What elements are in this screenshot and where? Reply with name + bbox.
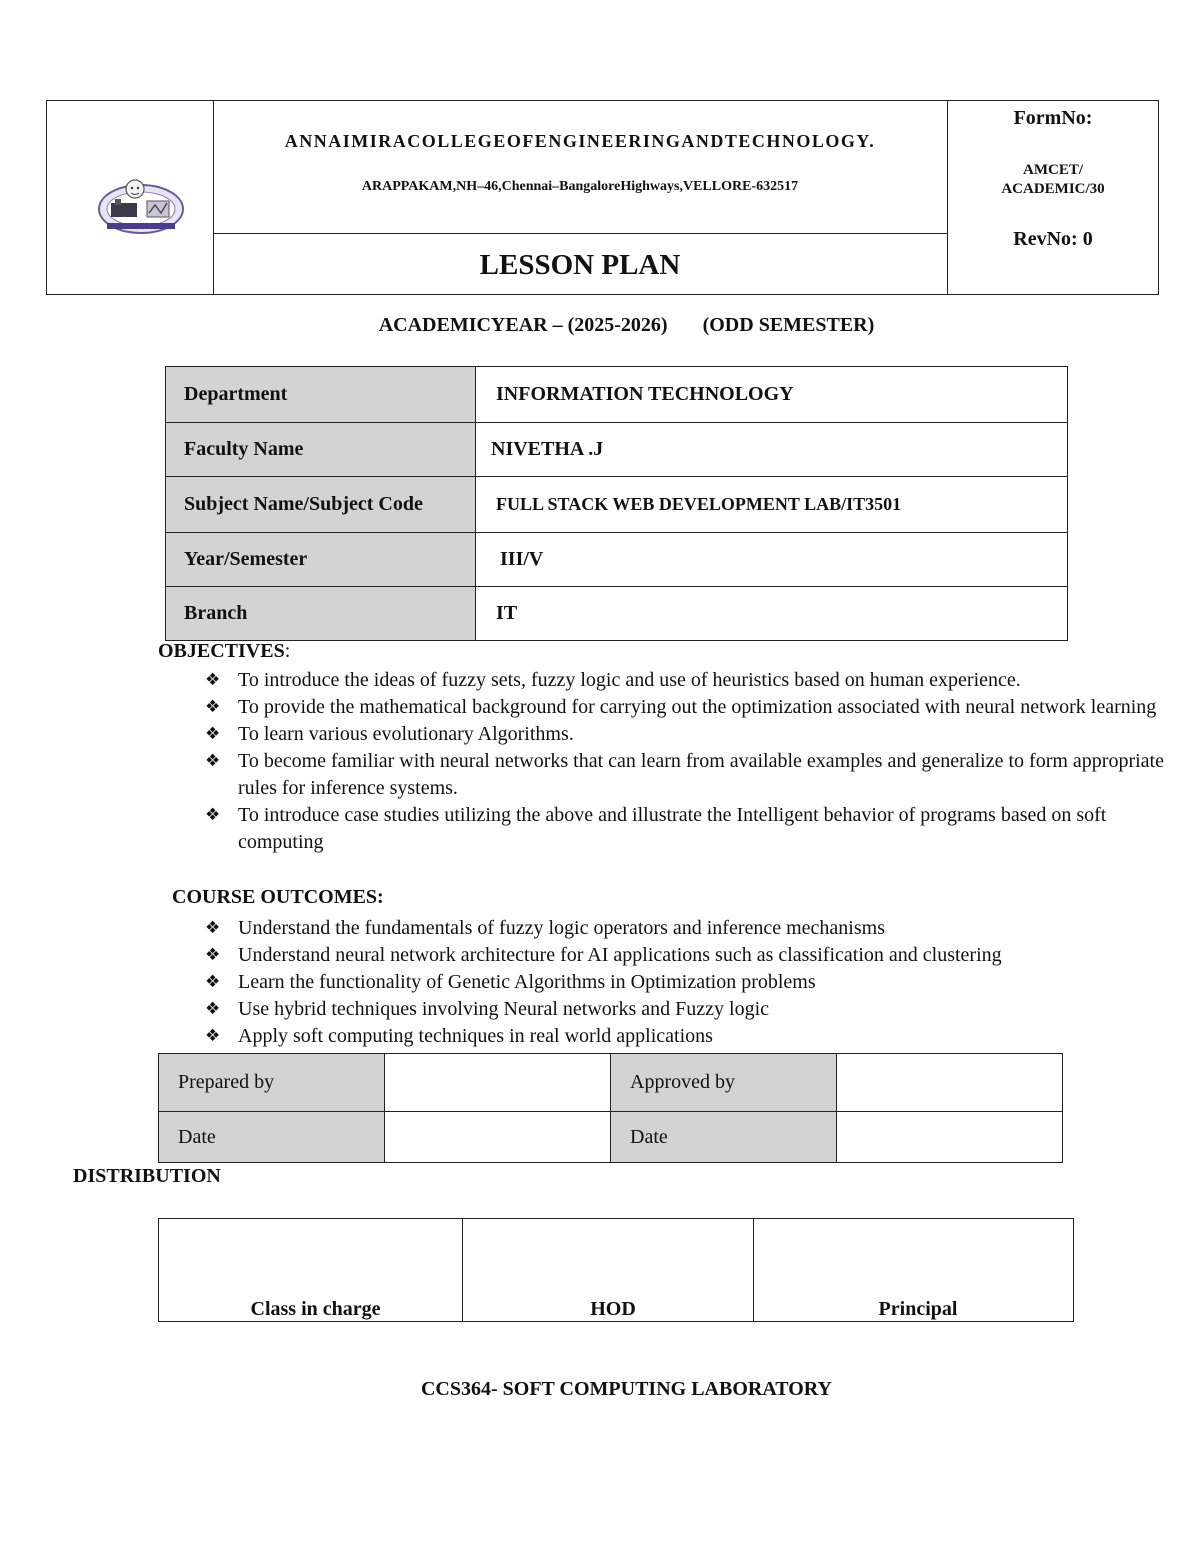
table-row <box>166 367 1068 423</box>
outcome-text: Apply soft computing techniques in real world applications <box>238 1025 713 1047</box>
table-row <box>166 587 1068 641</box>
prepared-by-label: Prepared by <box>159 1054 385 1112</box>
bullet-diamond-icon: ❖ <box>205 972 221 992</box>
form-code-line: AMCET/ <box>1023 162 1083 178</box>
college-logo-icon <box>95 173 187 239</box>
list-item <box>205 721 1180 748</box>
list-item <box>205 694 1180 721</box>
table-row <box>159 1054 1063 1112</box>
distribution-table <box>158 1218 1074 1322</box>
header-table <box>46 100 1159 295</box>
bullet-diamond-icon: ❖ <box>205 999 221 1019</box>
approval-table <box>158 1053 1063 1163</box>
objective-text: To introduce the ideas of fuzzy sets, fuzzy logic and use of heuristics based on human experience. <box>238 669 1021 691</box>
distribution-heading: DISTRIBUTION <box>73 1165 221 1187</box>
info-value: III/V <box>476 533 1068 587</box>
outcome-text: Use hybrid techniques involving Neural networks and Fuzzy logic <box>238 998 769 1020</box>
list-item <box>205 667 1180 694</box>
info-key: Department <box>166 367 476 423</box>
course-info-table <box>165 366 1068 641</box>
course-outcomes-heading: COURSE OUTCOMES: <box>172 886 384 908</box>
course-outcomes-list <box>205 915 1180 1050</box>
info-key: Year/Semester <box>166 533 476 587</box>
objective-text: To introduce case studies utilizing the above and illustrate the Intelligent behavior of programs based on soft computing <box>238 804 1107 853</box>
info-key: Faculty Name <box>166 423 476 477</box>
table-row <box>166 477 1068 533</box>
bullet-diamond-icon: ❖ <box>205 918 221 938</box>
list-item <box>205 748 1180 802</box>
objective-text: To provide the mathematical background for carrying out the optimization associated with neural network learning <box>238 696 1157 718</box>
principal-label: Principal <box>878 1298 958 1320</box>
info-value: NIVETHA .J <box>476 423 1068 477</box>
bullet-diamond-icon: ❖ <box>205 805 221 825</box>
info-key: Subject Name/Subject Code <box>166 477 476 533</box>
info-value: INFORMATION TECHNOLOGY <box>476 367 1068 423</box>
list-item <box>205 915 1180 942</box>
objectives-heading: OBJECTIVES: <box>158 640 291 662</box>
table-row <box>159 1112 1063 1163</box>
info-value: IT <box>476 587 1068 641</box>
college-address: ARAPPAKAM,NH–46,Chennai–BangaloreHighways,VELLORE-632517 <box>361 179 799 194</box>
bullet-diamond-icon: ❖ <box>205 724 221 744</box>
college-name: ANNAIMIRACOLLEGEOFENGINEERINGANDTECHNOLOGY. <box>284 131 876 151</box>
table-row <box>166 423 1068 477</box>
bullet-diamond-icon: ❖ <box>205 697 221 717</box>
list-item <box>205 1023 1180 1050</box>
footer-course-title: CCS364- SOFT COMPUTING LABORATORY <box>420 1378 832 1400</box>
form-code-line: ACADEMIC/30 <box>1001 181 1105 197</box>
list-item <box>205 802 1180 856</box>
revision-number: RevNo: 0 <box>1013 228 1093 250</box>
header-divider <box>213 233 947 234</box>
outcome-text: Understand neural network architecture for AI applications such as classification and clustering <box>238 944 1002 966</box>
info-key: Branch <box>166 587 476 641</box>
form-number-label: FormNo: <box>1013 107 1093 129</box>
list-item <box>205 942 1180 969</box>
table-row <box>166 533 1068 587</box>
document-title: LESSON PLAN <box>479 249 681 281</box>
objectives-list <box>205 667 1180 856</box>
date-value <box>385 1112 611 1163</box>
list-item <box>205 996 1180 1023</box>
list-item <box>205 969 1180 996</box>
prepared-by-value <box>385 1054 611 1112</box>
objective-text: To become familiar with neural networks that can learn from available examples and generalize to form appropriate rules for inference systems. <box>238 750 1164 799</box>
objectives-title: OBJECTIVES <box>158 640 285 662</box>
hod-label: HOD <box>590 1298 636 1320</box>
outcome-text: Understand the fundamentals of fuzzy logic operators and inference mechanisms <box>238 917 885 939</box>
bullet-diamond-icon: ❖ <box>205 1026 221 1046</box>
date-label: Date <box>611 1112 837 1163</box>
class-in-charge-label: Class in charge <box>250 1298 381 1320</box>
bullet-diamond-icon: ❖ <box>205 751 221 771</box>
approved-by-label: Approved by <box>611 1054 837 1112</box>
form-code <box>947 161 1159 199</box>
outcome-text: Learn the functionality of Genetic Algorithms in Optimization problems <box>238 971 816 993</box>
bullet-diamond-icon: ❖ <box>205 945 221 965</box>
objective-text: To learn various evolutionary Algorithms. <box>238 723 574 745</box>
date-value <box>837 1112 1063 1163</box>
bullet-diamond-icon: ❖ <box>205 670 221 690</box>
info-value: FULL STACK WEB DEVELOPMENT LAB/IT3501 <box>476 477 1068 533</box>
academic-year: ACADEMICYEAR – (2025-2026) (ODD SEMESTER) <box>378 314 875 336</box>
approved-by-value <box>837 1054 1063 1112</box>
date-label: Date <box>159 1112 385 1163</box>
